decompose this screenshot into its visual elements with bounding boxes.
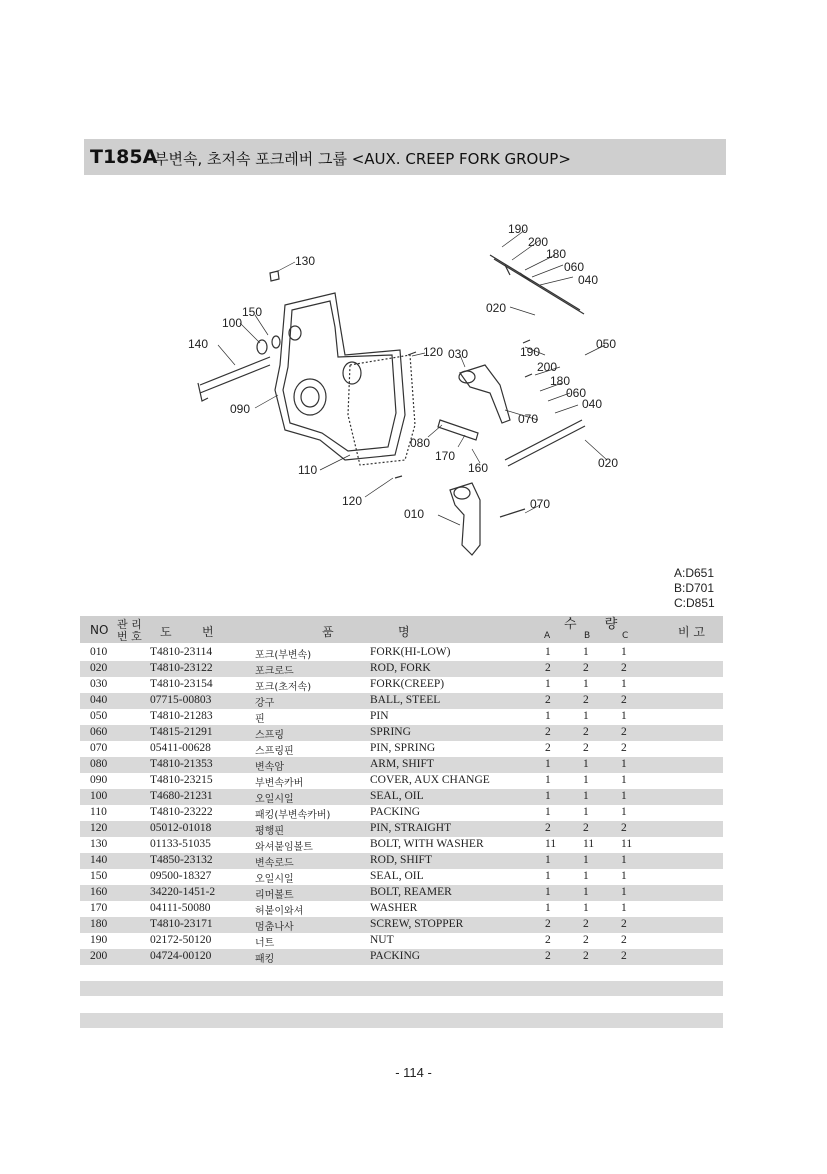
table-row — [80, 645, 723, 661]
cell-qty-a: 1 — [545, 646, 551, 658]
cell-no: 180 — [90, 918, 108, 930]
cell-qty-b: 1 — [583, 870, 589, 882]
cell-part-no: T4815-21291 — [150, 726, 213, 738]
table-row — [80, 789, 723, 805]
table-row — [80, 869, 723, 885]
cell-qty-b: 1 — [583, 774, 589, 786]
callout-label: 020 — [598, 456, 619, 470]
cell-part-no: 05411-00628 — [150, 742, 211, 754]
table-row — [80, 757, 723, 773]
cell-name-en: PACKING — [370, 950, 421, 962]
cell-qty-b: 2 — [583, 742, 589, 754]
cell-qty-c: 2 — [621, 726, 627, 738]
cell-part-no: T4810-23154 — [150, 678, 213, 690]
cell-qty-a: 2 — [545, 742, 551, 754]
blank-row — [80, 1013, 723, 1028]
cell-qty-a: 2 — [545, 918, 551, 930]
callout-label: 170 — [435, 449, 456, 463]
table-row — [80, 677, 723, 693]
header-name-1: 품 — [322, 625, 334, 639]
cell-name-kr: 스프링 — [255, 730, 284, 741]
cell-part-no: T4810-21283 — [150, 710, 213, 722]
cell-name-en: WASHER — [370, 902, 418, 914]
cell-name-kr: 패킹(부변속카버) — [255, 810, 331, 821]
cell-no: 080 — [90, 758, 108, 770]
cell-qty-a: 1 — [545, 902, 551, 914]
callout-label: 040 — [582, 397, 603, 411]
header-part-no-1: 도 — [160, 625, 172, 639]
model-c: C:D851 — [674, 596, 715, 610]
cell-qty-b: 2 — [583, 918, 589, 930]
cell-qty-a: 2 — [545, 822, 551, 834]
cell-name-kr: 스프링핀 — [255, 746, 294, 757]
cell-name-en: ARM, SHIFT — [370, 758, 434, 770]
header-no: NO — [90, 623, 109, 637]
callout-label: 120 — [342, 494, 363, 508]
callout-label: 180 — [546, 247, 567, 261]
cell-part-no: 07715-00803 — [150, 694, 212, 706]
cell-name-en: FORK(HI-LOW) — [370, 646, 451, 658]
cell-name-kr: 와셔붙임볼트 — [255, 842, 313, 853]
cell-qty-b: 2 — [583, 726, 589, 738]
cell-no: 010 — [90, 646, 108, 658]
cell-qty-c: 2 — [621, 662, 627, 674]
cell-qty-c: 1 — [621, 710, 627, 722]
cell-name-kr: 멈춤나사 — [255, 922, 294, 933]
callout-label: 030 — [448, 347, 469, 361]
cell-no: 190 — [90, 934, 108, 946]
cell-part-no: 02172-50120 — [150, 934, 212, 946]
cell-no: 150 — [90, 870, 108, 882]
callout-label: 120 — [423, 345, 444, 359]
callout-label: 110 — [298, 463, 318, 477]
callout-label: 060 — [566, 386, 587, 400]
cell-qty-c: 2 — [621, 934, 627, 946]
cell-qty-a: 1 — [545, 774, 551, 786]
cell-qty-c: 1 — [621, 902, 627, 914]
cell-no: 140 — [90, 854, 108, 866]
cell-qty-b: 2 — [583, 694, 589, 706]
cell-name-kr: 패킹 — [255, 954, 275, 965]
callout-label: 050 — [596, 337, 617, 351]
header-qty-a: A — [544, 631, 551, 641]
cell-qty-c: 1 — [621, 806, 627, 818]
callout-label: 150 — [242, 305, 263, 319]
group-title: 부변속, 초저속 포크레버 그룹 <AUX. CREEP FORK GROUP> — [154, 150, 571, 168]
cell-qty-b: 1 — [583, 854, 589, 866]
cell-part-no: 05012-01018 — [150, 822, 212, 834]
cell-name-kr: 오일시일 — [255, 874, 294, 885]
page-number: - 114 - — [395, 1065, 432, 1080]
cell-name-en: SPRING — [370, 726, 411, 738]
cell-qty-c: 1 — [621, 774, 627, 786]
callout-label: 100 — [222, 316, 243, 330]
cell-qty-b: 1 — [583, 886, 589, 898]
cell-part-no: T4810-23222 — [150, 806, 213, 818]
model-b: B:D701 — [674, 581, 715, 595]
cell-qty-b: 1 — [583, 902, 589, 914]
cell-qty-a: 2 — [545, 934, 551, 946]
cell-qty-a: 1 — [545, 886, 551, 898]
cell-part-no: 01133-51035 — [150, 838, 211, 850]
cell-qty-b: 2 — [583, 934, 589, 946]
cell-name-en: PIN — [370, 710, 389, 722]
cell-name-en: NUT — [370, 934, 394, 946]
cell-name-en: ROD, SHIFT — [370, 854, 432, 866]
cell-qty-a: 1 — [545, 854, 551, 866]
table-row — [80, 821, 723, 837]
header-mgmt-bottom: 번 호 — [117, 630, 142, 643]
cell-part-no: T4680-21231 — [150, 790, 213, 802]
cell-part-no: T4810-23122 — [150, 662, 213, 674]
cell-no: 120 — [90, 822, 108, 834]
cell-name-en: PIN, STRAIGHT — [370, 822, 452, 834]
table-row — [80, 933, 723, 949]
table-row — [80, 709, 723, 725]
cell-name-en: SCREW, STOPPER — [370, 918, 464, 930]
cell-qty-c: 1 — [621, 646, 627, 658]
table-row — [80, 773, 723, 789]
callout-label: 190 — [508, 222, 529, 236]
cell-qty-b: 1 — [583, 790, 589, 802]
model-a: A:D651 — [674, 566, 715, 580]
callout-label: 140 — [188, 337, 209, 351]
cell-qty-c: 2 — [621, 918, 627, 930]
cell-qty-c: 1 — [621, 758, 627, 770]
cell-qty-a: 2 — [545, 662, 551, 674]
callout-label: 090 — [230, 402, 251, 416]
cell-name-en: PIN, SPRING — [370, 742, 436, 754]
cell-qty-b: 2 — [583, 950, 589, 962]
callout-label: 070 — [518, 412, 539, 426]
cell-qty-a: 2 — [545, 694, 551, 706]
cell-qty-c: 1 — [621, 854, 627, 866]
cell-name-kr: 부변속카버 — [255, 778, 304, 789]
header-qty-b: B — [584, 631, 591, 641]
cell-qty-a: 2 — [545, 950, 551, 962]
callout-label: 080 — [410, 436, 431, 450]
table-row — [80, 885, 723, 901]
cell-name-kr: 핀 — [255, 714, 265, 725]
cell-name-en: FORK(CREEP) — [370, 678, 445, 690]
cell-no: 060 — [90, 726, 108, 738]
cell-qty-a: 1 — [545, 806, 551, 818]
cell-qty-c: 1 — [621, 678, 627, 690]
cell-name-en: SEAL, OIL — [370, 790, 424, 802]
cell-name-kr: 허붙이와셔 — [255, 906, 304, 917]
table-row — [80, 725, 723, 741]
cell-qty-b: 11 — [583, 838, 595, 850]
cell-qty-b: 1 — [583, 678, 589, 690]
header-qty: 수 량 — [564, 617, 630, 632]
parts-table — [80, 645, 723, 965]
header-part-no-2: 번 — [202, 625, 214, 639]
cell-no: 110 — [90, 806, 107, 818]
header-qty-c: C — [622, 631, 629, 641]
cell-name-en: COVER, AUX CHANGE — [370, 774, 490, 786]
cell-no: 050 — [90, 710, 108, 722]
cell-part-no: 04111-50080 — [150, 902, 211, 914]
cell-name-kr: 평행핀 — [255, 826, 284, 837]
cell-qty-b: 1 — [583, 806, 589, 818]
callout-label: 040 — [578, 273, 599, 287]
cell-qty-a: 1 — [545, 870, 551, 882]
diagram-drawing — [180, 215, 640, 565]
table-row — [80, 837, 723, 853]
cell-part-no: T4810-23215 — [150, 774, 213, 786]
cell-no: 100 — [90, 790, 108, 802]
cell-no: 020 — [90, 662, 108, 674]
callout-label: 200 — [537, 360, 558, 374]
cell-qty-c: 2 — [621, 950, 627, 962]
cell-qty-a: 1 — [545, 710, 551, 722]
cell-name-kr: 변속암 — [255, 762, 284, 773]
cell-qty-c: 11 — [621, 838, 633, 850]
callout-label: 070 — [530, 497, 551, 511]
cell-qty-a: 1 — [545, 790, 551, 802]
cell-qty-a: 1 — [545, 678, 551, 690]
cell-name-en: BOLT, REAMER — [370, 886, 452, 898]
callout-label: 190 — [520, 345, 541, 359]
cell-qty-a: 2 — [545, 726, 551, 738]
cell-part-no: T4810-23114 — [150, 646, 213, 658]
header-name-2: 명 — [398, 625, 410, 639]
table-row — [80, 805, 723, 821]
cell-name-en: SEAL, OIL — [370, 870, 424, 882]
table-row — [80, 949, 723, 965]
table-row — [80, 741, 723, 757]
callout-label: 020 — [486, 301, 507, 315]
table-row — [80, 853, 723, 869]
model-legend — [674, 566, 715, 611]
cell-part-no: 34220-1451-2 — [150, 886, 216, 898]
table-row — [80, 901, 723, 917]
callout-label: 130 — [295, 254, 316, 268]
cell-name-kr: 리머볼트 — [255, 890, 294, 901]
table-row — [80, 661, 723, 677]
cell-qty-c: 1 — [621, 790, 627, 802]
blank-row — [80, 981, 723, 996]
cell-name-kr: 변속로드 — [255, 858, 294, 869]
cell-no: 040 — [90, 694, 108, 706]
cell-name-kr: 너트 — [255, 938, 275, 949]
table-row — [80, 917, 723, 933]
cell-name-kr: 오일시일 — [255, 794, 294, 805]
table-row — [80, 693, 723, 709]
callout-label: 180 — [550, 374, 571, 388]
cell-name-kr: 강구 — [255, 698, 275, 709]
callout-label: 160 — [468, 461, 489, 475]
cell-qty-c: 2 — [621, 694, 627, 706]
cell-qty-c: 1 — [621, 870, 627, 882]
callout-label: 200 — [528, 235, 549, 249]
cell-name-kr: 포크(부변속) — [255, 650, 312, 661]
cell-part-no: T4810-21353 — [150, 758, 213, 770]
cell-qty-c: 2 — [621, 742, 627, 754]
cell-qty-b: 1 — [583, 646, 589, 658]
cell-qty-b: 2 — [583, 662, 589, 674]
cell-no: 130 — [90, 838, 108, 850]
cell-name-en: ROD, FORK — [370, 662, 431, 674]
cell-no: 170 — [90, 902, 108, 914]
cell-qty-a: 11 — [545, 838, 557, 850]
cell-qty-b: 1 — [583, 710, 589, 722]
header-mgmt-top: 관 리 — [117, 618, 142, 631]
cell-no: 070 — [90, 742, 108, 754]
cell-part-no: 04724-00120 — [150, 950, 212, 962]
cell-qty-c: 1 — [621, 886, 627, 898]
cell-name-en: BOLT, WITH WASHER — [370, 838, 484, 850]
cell-name-en: PACKING — [370, 806, 421, 818]
cell-qty-c: 2 — [621, 822, 627, 834]
table-header — [80, 616, 723, 643]
cell-no: 200 — [90, 950, 108, 962]
cell-no: 090 — [90, 774, 108, 786]
callout-label: 060 — [564, 260, 585, 274]
cell-no: 030 — [90, 678, 108, 690]
cell-part-no: 09500-18327 — [150, 870, 212, 882]
cell-name-kr: 포크로드 — [255, 666, 294, 677]
header-remark: 비 고 — [678, 625, 705, 639]
cell-no: 160 — [90, 886, 108, 898]
cell-name-kr: 포크(초저속) — [255, 682, 312, 693]
cell-qty-b: 1 — [583, 758, 589, 770]
title-bar — [84, 139, 726, 175]
group-code: T185A — [90, 146, 158, 168]
cell-qty-b: 2 — [583, 822, 589, 834]
exploded-diagram — [180, 215, 640, 565]
cell-name-en: BALL, STEEL — [370, 694, 441, 706]
cell-part-no: T4810-23171 — [150, 918, 213, 930]
cell-part-no: T4850-23132 — [150, 854, 213, 866]
cell-qty-a: 1 — [545, 758, 551, 770]
callout-label: 010 — [404, 507, 425, 521]
